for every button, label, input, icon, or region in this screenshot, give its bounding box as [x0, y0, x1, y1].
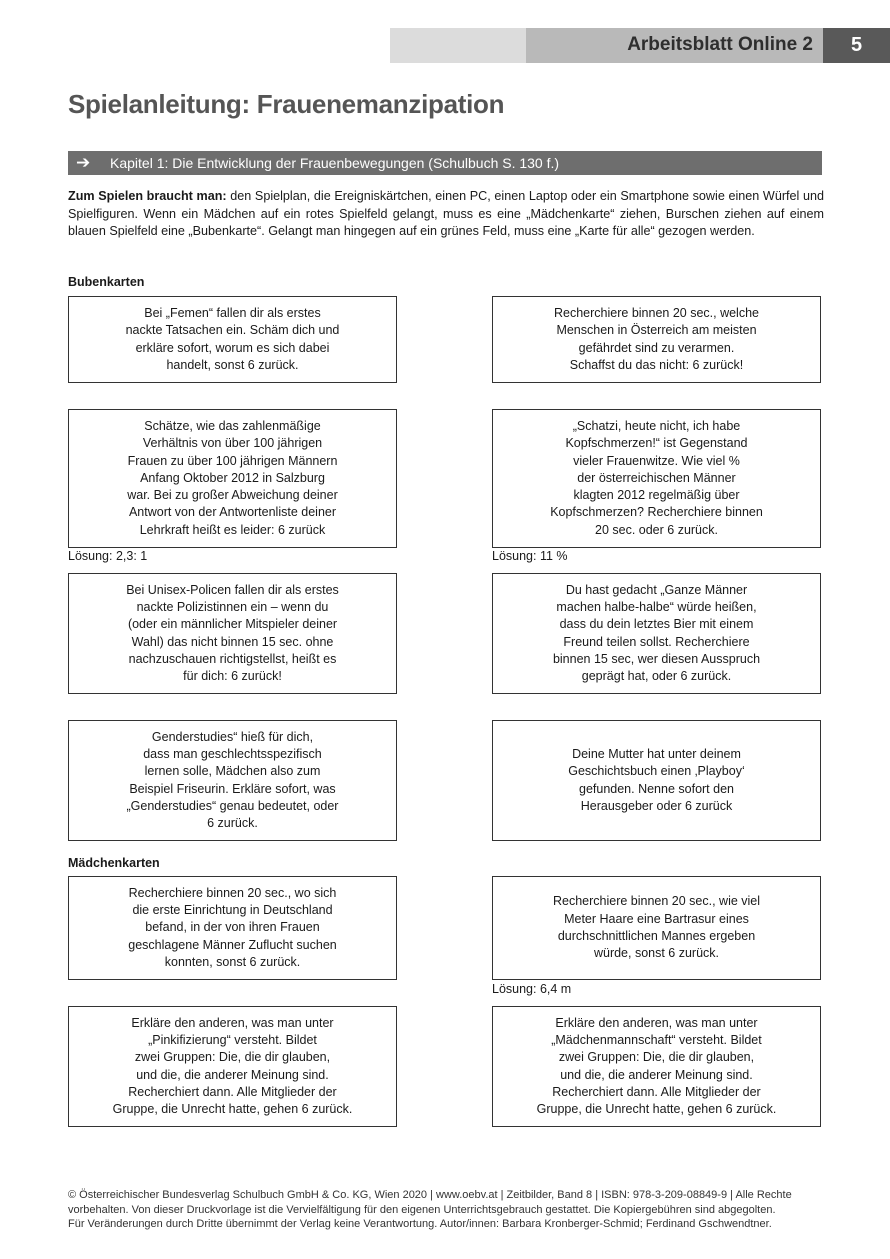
card-text: Recherchiere binnen 20 sec., welche Menschen in Österreich am meisten gefährdet sind zu verarmen. Schaffst du das nicht: 6 zurück! — [554, 305, 759, 372]
card-buben-6 — [492, 573, 821, 694]
page-title: Spielanleitung: Frauenemanzipation — [68, 89, 505, 119]
intro-paragraph — [68, 188, 824, 241]
card-maedchen-1 — [68, 876, 397, 980]
card-text: Deine Mutter hat unter deinem Geschichtsbuch einen ‚Playboy‘ gefunden. Nenne sofort den Herausgeber oder 6 zurück — [568, 746, 745, 813]
chapter-label: Kapitel 1: Die Entwicklung der Frauenbewegungen (Schulbuch S. 130 f.) — [110, 155, 560, 171]
solution-buben-4: Lösung: 11 % — [492, 549, 568, 563]
card-text: Erkläre den anderen, was man unter „Mädchenmannschaft“ versteht. Bildet zwei Gruppen: Die, die dir glauben, und die, die anderer Meinung sind. Recherchiert dann. Alle Mitglieder der Gruppe, die Unrecht hatte, gehen 6 zurück. — [536, 1015, 777, 1117]
intro-text: den Spielplan, die Ereigniskärtchen, einen PC, einen Laptop oder ein Smartphone sowie einen Würfel und Spielfiguren. Wenn ein Mädchen auf ein rotes Spielfeld gelangt, muss es eine „Mädchenkarte“ ziehen, Burschen ziehen auf einem blauen Spielfeld eine „Bubenkarte“. Gelangt man hingegen auf ein grünes Feld, muss eine „Karte für alle“ gezogen werden. — [68, 189, 824, 238]
page-number: 5 — [823, 28, 890, 63]
card-text: Bei „Femen“ fallen dir als erstes nackte Tatsachen ein. Schäm dich und erkläre sofort, worum es sich dabei handelt, sonst 6 zurück. — [125, 305, 340, 372]
card-buben-2 — [492, 296, 821, 383]
card-maedchen-2 — [492, 876, 821, 980]
footer-line-1: © Österreichischer Bundesverlag Schulbuch GmbH & Co. KG, Wien 2020 | www.oebv.at | Zeitbilder, Band 8 | ISBN: 978-3-209-08849-9 | Alle Rechte — [68, 1189, 792, 1201]
card-text: „Schatzi, heute nicht, ich habe Kopfschmerzen!“ ist Gegenstand vieler Frauenwitze. Wie viel % der österreichischen Männer klagten 2012 regelmäßig über Kopfschmerzen? Recherchiere binnen 20 sec. oder 6 zurück. — [550, 418, 763, 537]
chapter-bar — [68, 151, 822, 175]
solution-buben-3: Lösung: 2,3: 1 — [68, 549, 148, 563]
card-text: Erkläre den anderen, was man unter „Pinkifizierung“ versteht. Bildet zwei Gruppen: Die, die dir glauben, und die, die anderer Meinung sind. Recherchiert dann. Alle Mitglieder der Gruppe, die Unrecht hatte, gehen 6 zurück. — [112, 1015, 353, 1117]
solution-maedchen-2: Lösung: 6,4 m — [492, 982, 572, 996]
card-buben-1 — [68, 296, 397, 383]
header-light-block — [390, 28, 526, 63]
card-text: Schätze, wie das zahlenmäßige Verhältnis von über 100 jährigen Frauen zu über 100 jährigen Männern Anfang Oktober 2012 in Salzburg war. Bei zu großer Abweichung deiner Antwort von der Antwortenliste deiner Lehrkraft heißt es leider: 6 zurück — [127, 418, 338, 537]
card-maedchen-3 — [68, 1006, 397, 1127]
section-label-maedchenkarten: Mädchenkarten — [68, 856, 160, 870]
card-text: Recherchiere binnen 20 sec., wo sich die erste Einrichtung in Deutschland befand, in der von ihren Frauen geschlagene Männer Zuflucht suchen konnten, sonst 6 zurück. — [128, 885, 337, 969]
card-buben-5 — [68, 573, 397, 694]
card-maedchen-4 — [492, 1006, 821, 1127]
card-text: Du hast gedacht „Ganze Männer machen halbe-halbe“ würde heißen, dass du dein letztes Bier mit einem Freund teilen sollst. Recherchiere binnen 15 sec, wer diesen Ausspruch geprägt hat, oder 6 zurück. — [552, 582, 761, 684]
section-label-bubenkarten: Bubenkarten — [68, 275, 145, 289]
worksheet-header — [390, 28, 890, 63]
card-text: Recherchiere binnen 20 sec., wie viel Meter Haare eine Bartrasur eines durchschnittlichen Mannes ergeben würde, sonst 6 zurück. — [552, 894, 761, 961]
header-title: Arbeitsblatt Online 2 — [627, 34, 813, 55]
card-text: Genderstudies“ hieß für dich, dass man geschlechtsspezifisch lernen solle, Mädchen also zum Beispiel Friseurin. Erkläre sofort, was „Genderstudies“ genau bedeutet, oder 6 zurück. — [126, 729, 339, 831]
card-text: Bei Unisex-Policen fallen dir als erstes nackte Polizistinnen ein – wenn du (oder ein männlicher Mitspieler deiner Wahl) das nicht binnen 15 sec. ohne nachzuschauen richtigstellst, heißt es für dich: 6 zurück! — [126, 582, 339, 684]
card-buben-3 — [68, 409, 397, 548]
footer-line-3: Für Veränderungen durch Dritte übernimmt der Verlag keine Verantwortung. Autor/innen: Barbara Kronberger-Schmid; Ferdinand Gschwendtner. — [68, 1218, 772, 1230]
card-buben-8 — [492, 720, 821, 841]
header-mid-block — [526, 28, 823, 63]
footer-line-2: vorbehalten. Von dieser Druckvorlage ist die Vervielfältigung für den eigenen Unterrichtsgebrauch gestattet. Die Kopiergebühren sind abgegolten. — [68, 1203, 776, 1216]
intro-bold: Zum Spielen braucht man: — [68, 189, 227, 203]
arrow-right-icon: ➔ — [76, 153, 91, 172]
card-buben-7 — [68, 720, 397, 841]
copyright-footer — [68, 1188, 828, 1232]
card-buben-4 — [492, 409, 821, 548]
